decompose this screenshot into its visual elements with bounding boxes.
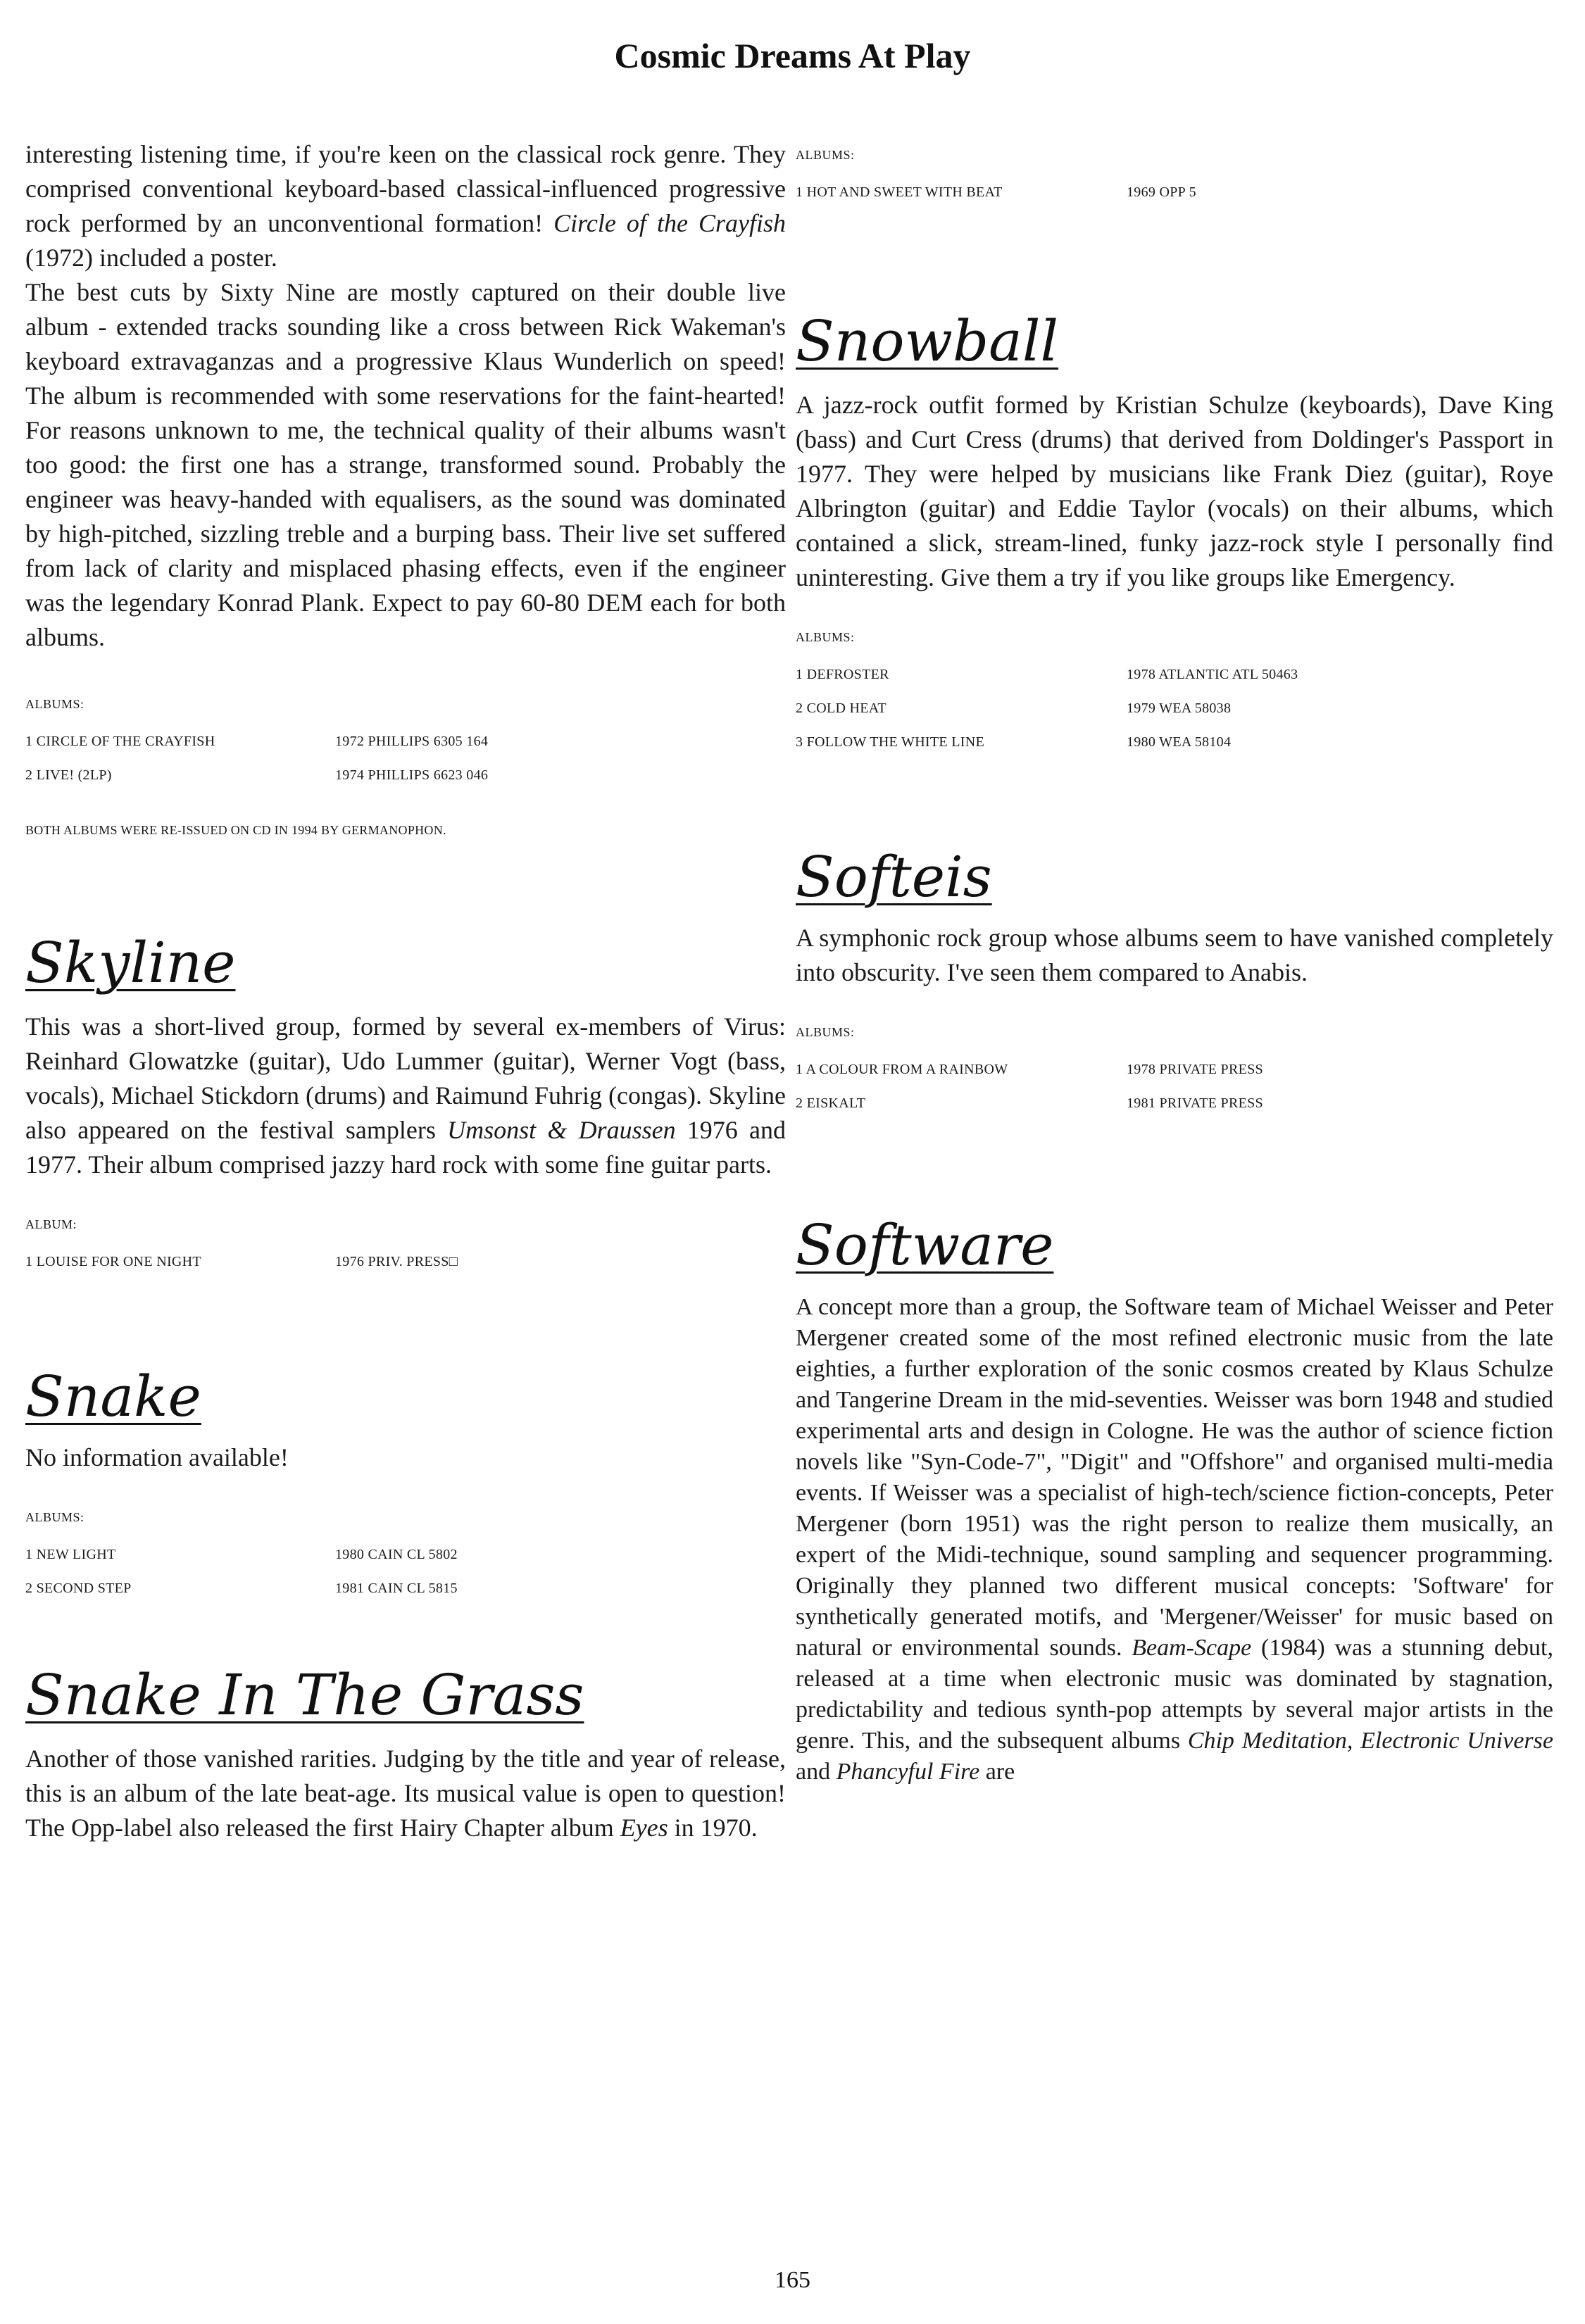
page-number: 165: [775, 2267, 810, 2293]
album-title: 1 NEW LIGHT: [25, 1547, 116, 1562]
album-title-emphasis: Beam-Scape: [1132, 1635, 1252, 1661]
album-release: 1978 ATLANTIC ATL 50463: [1127, 667, 1298, 682]
album-row: [25, 1245, 786, 1279]
albums-label: ALBUMS:: [25, 1510, 84, 1524]
album-release: 1969 OPP 5: [1127, 184, 1196, 200]
snake-in-the-grass-albums: [796, 148, 1553, 209]
album-title: 2 LIVE! (2LP): [25, 767, 112, 783]
snake-grass-text-tail: in 1970.: [668, 1814, 758, 1842]
sampler-title-emphasis: Umsonst & Draussen: [447, 1116, 676, 1144]
album-row: [796, 725, 1553, 759]
sixty-nine-body-paragraph: The best cuts by Sixty Nine are mostly captured on their double live album - extended tracks sounding like a cross between Rick Wakeman's keyboard extravaganzas and a progressive Klaus Wunderlich on speed! The album is recommended with some reservations for the faint-hearted! For reasons unknown to me, the technical quality of their albums wasn't too good: the first one has a strange, transformed sound. Probably the engineer was heavy-handed with equalisers, as the sound was dominated by high-pitched, sizzling treble and a burping bass. Their live set suffered from lack of clarity and misplaced phasing effects, even if the engineer was the legendary Konrad Plank. Expect to pay 60-80 DEM each for both albums.: [25, 278, 786, 651]
album-row: [25, 1571, 786, 1605]
album-title: 3 FOLLOW THE WHITE LINE: [796, 734, 984, 750]
snowball-section: [796, 308, 1553, 759]
album-release: 1981 CAIN CL 5815: [335, 1581, 458, 1596]
section-title-snake-in-the-grass: Snake In The Grass: [25, 1662, 584, 1728]
section-title-softeis: Softeis: [796, 844, 992, 910]
section-title-snake: Snake: [25, 1364, 201, 1429]
snowball-albums: [796, 630, 1553, 759]
intro-text-tail: (1972) included a poster.: [25, 244, 277, 272]
albums-label: ALBUMS:: [796, 1025, 855, 1039]
album-title: 1 HOT AND SWEET WITH BEAT: [796, 184, 1003, 200]
album-row: [25, 724, 786, 758]
reissue-note: BOTH ALBUMS WERE RE-ISSUED ON CD IN 1994 BY GERMANOPHON.: [25, 823, 446, 837]
softeis-paragraph: A symphonic rock group whose albums seem to have vanished completely into obscurity. I've seen them compared to Anabis.: [796, 924, 1553, 986]
album-row: [25, 1538, 786, 1571]
snowball-paragraph: A jazz-rock outfit formed by Kristian Schulze (keyboards), Dave King (bass) and Curt Cress (drums) that derived from Doldinger's Passport in 1977. They were helped by musicians like Frank Diez (guitar), Roye Albrington (guitar) and Eddie Taylor (vocals) on their albums, which contained a slick, stream-lined, funky jazz-rock style I personally find uninteresting. Give them a try if you like groups like Emergency.: [796, 391, 1553, 591]
albums-label: ALBUM:: [25, 1217, 77, 1231]
right-column: [796, 148, 1553, 1788]
album-row: [796, 658, 1553, 691]
album-release: 1980 CAIN CL 5802: [335, 1547, 458, 1562]
album-release: 1980 WEA 58104: [1127, 734, 1232, 750]
album-release: 1978 PRIVATE PRESS: [1127, 1062, 1263, 1077]
album-row: [796, 1086, 1553, 1120]
skyline-text: This was a short-lived group, formed by several ex-members of Virus: Reinhard Glowatzke (guitar), Udo Lummer (guitar), Werner Vogt (bass, vocals), Michael Stickdorn (drums) and Raimund Fuhrig (congas). Skyline also appeared on the festival samplers: [25, 1012, 786, 1144]
album-title: 1 A COLOUR FROM A RAINBOW: [796, 1062, 1008, 1077]
album-row: [25, 758, 786, 792]
section-title-snowball: Snowball: [796, 308, 1059, 374]
album-release: 1981 PRIVATE PRESS: [1127, 1095, 1263, 1111]
sixty-nine-albums: [25, 697, 786, 838]
skyline-text-tail: 1976 and 1977. Their album comprised jazzy hard rock with some fine guitar parts.: [25, 1116, 786, 1179]
section-title-skyline: Skyline: [25, 930, 236, 995]
snake-in-the-grass-section: [25, 1662, 786, 1845]
album-row: [796, 691, 1553, 725]
softeis-section: [796, 843, 1553, 1120]
album-row: [796, 175, 1553, 209]
album-title: 1 DEFROSTER: [796, 667, 889, 682]
software-text-mid: (1984) was a stunning debut, released at a time when electronic music was dominated by stagnation, predictability and tedious synth-pop attempts by several major artists in the genre. This, and the subsequent albums: [796, 1635, 1553, 1754]
page-title: Cosmic Dreams At Play: [614, 36, 971, 75]
albums-label: ALBUMS:: [25, 697, 84, 711]
album-title-emphasis: Phancyful Fire: [836, 1759, 980, 1785]
snake-section: [25, 1363, 786, 1605]
album-title: 2 COLD HEAT: [796, 701, 887, 716]
skyline-albums: [25, 1217, 786, 1279]
left-column: [25, 137, 786, 1845]
software-text-and: and: [796, 1759, 837, 1785]
snake-paragraph: No information available!: [25, 1443, 289, 1471]
album-title: 2 EISKALT: [796, 1095, 866, 1111]
software-section: [796, 1212, 1553, 1788]
albums-label: ALBUMS:: [796, 148, 855, 162]
snake-albums: [25, 1510, 786, 1605]
software-text-tail: are: [979, 1759, 1015, 1785]
softeis-albums: [796, 1025, 1553, 1120]
album-title: 1 CIRCLE OF THE CRAYFISH: [25, 734, 215, 749]
section-title-software: Software: [796, 1212, 1054, 1278]
album-title: 2 SECOND STEP: [25, 1581, 132, 1596]
album-title-emphasis: Eyes: [620, 1814, 668, 1842]
album-title-emphasis: Circle of the Crayfish: [553, 209, 787, 237]
album-release: 1972 PHILLIPS 6305 164: [335, 734, 489, 749]
sixty-nine-intro-paragraph: [25, 137, 786, 275]
software-paragraph: [796, 1292, 1553, 1788]
software-text: A concept more than a group, the Software team of Michael Weisser and Peter Mergener created some of the most refined electronic music from the late eighties, a further exploration of the sonic cosmos created by Klaus Schulze and Tangerine Dream in the mid-seventies. Weisser was born 1948 and studied experimental arts and design in Cologne. He was the author of science fiction novels like "Syn-Code-7", "Digit" and "Offshore" and organised multi-media events. If Weisser was a specialist of high-tech/science fiction-concepts, Peter Mergener (born 1951) was the right person to realize them musically, an expert of the Midi-technique, sound sampling and sequencer programming. Originally they planned two different musical concepts: 'Software' for synthetically generated motifs, and 'Mergener/Weisser' for music based on natural or environmental sounds.: [796, 1294, 1553, 1661]
skyline-paragraph: [25, 1010, 786, 1182]
intro-text: interesting listening time, if you're keen on the classical rock genre. They comprised conventional keyboard-based classical-influenced progressive rock performed by an unconventional formation!: [25, 140, 786, 237]
albums-label: ALBUMS:: [796, 630, 855, 644]
album-release: 1976 PRIV. PRESS□: [335, 1254, 458, 1269]
album-release: 1974 PHILLIPS 6623 046: [335, 767, 489, 783]
snake-in-the-grass-paragraph: [25, 1742, 786, 1845]
album-row: [796, 1053, 1553, 1086]
skyline-section: [25, 929, 786, 1279]
album-release: 1979 WEA 58038: [1127, 701, 1232, 716]
album-title: 1 LOUISE FOR ONE NIGHT: [25, 1254, 201, 1269]
album-title-emphasis: Chip Meditation, Electronic Universe: [1187, 1728, 1553, 1754]
snake-grass-text: Another of those vanished rarities. Judging by the title and year of release, this is an album of the late beat-age. Its musical value is open to question! The Opp-label also released the first Hairy Chapter album: [25, 1745, 786, 1842]
